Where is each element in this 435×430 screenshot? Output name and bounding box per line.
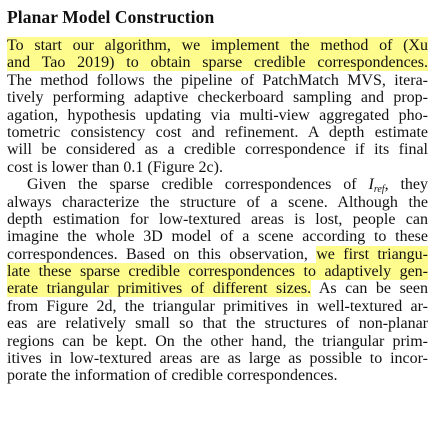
- highlighted-text: To start our algorithm, we implement the method of (Xu: [7, 37, 428, 54]
- image-symbol: I: [368, 176, 374, 194]
- text-line: The method follows the pipeline of PatchMatch MVS, itera-: [7, 71, 428, 89]
- text-line: regions can be kept. On the other hand, the triangular prim-: [7, 332, 428, 350]
- text-span: Given the sparse credible correspondences of: [27, 176, 369, 194]
- highlighted-text: erate triangular primitives of different sizes.: [7, 280, 312, 298]
- section-heading: Planar Model Construction: [7, 7, 215, 27]
- text-span: As can be seen: [311, 280, 428, 298]
- text-line: imagine the whole 3D model of a scene according to these: [7, 228, 428, 246]
- highlighted-text: we first triangu-: [316, 245, 428, 263]
- text-line: always characterize the structure of a scene. Although the: [7, 193, 428, 211]
- text-line: cost is lower than 0.1 (Figure 2c).: [7, 158, 223, 176]
- highlighted-text: late these sparse credible correspondences to adaptively gen-: [7, 263, 428, 281]
- text-span: , they: [384, 176, 428, 194]
- text-line: [7, 263, 428, 280]
- text-line: tometric consistency cost and refinement. A depth estimate: [7, 123, 428, 141]
- text-line: depth estimation for low-textured areas is lost, people can: [7, 210, 428, 228]
- paragraph-1: [7, 37, 428, 176]
- image-symbol-subscript: ref: [373, 184, 385, 194]
- text-line: itives in low-textured areas are as large as possible to incor-: [7, 350, 428, 368]
- text-line: [7, 246, 428, 263]
- text-line: from Figure 2d, the triangular primitives in well-textured ar-: [7, 297, 428, 315]
- text-line: [7, 280, 428, 297]
- text-span: correspondences. Based on this observation,: [7, 245, 317, 263]
- text-line: eas are relatively small so that the structures of non-planar: [7, 315, 428, 333]
- text-line: tively performing adaptive checkerboard sampling and prop-: [7, 89, 428, 107]
- text-line: [7, 176, 428, 193]
- text-line: will be considered as a credible correspondence if its final: [7, 141, 428, 159]
- paragraph-2: [7, 176, 428, 385]
- paper-excerpt: [7, 0, 428, 385]
- text-line: porate the information of credible correspondences.: [7, 367, 338, 385]
- highlighted-text: and Tao 2019) to obtain sparse credible correspondences.: [7, 54, 428, 72]
- text-line: agation, hypothesis updating via multi-view aggregated pho-: [7, 106, 428, 124]
